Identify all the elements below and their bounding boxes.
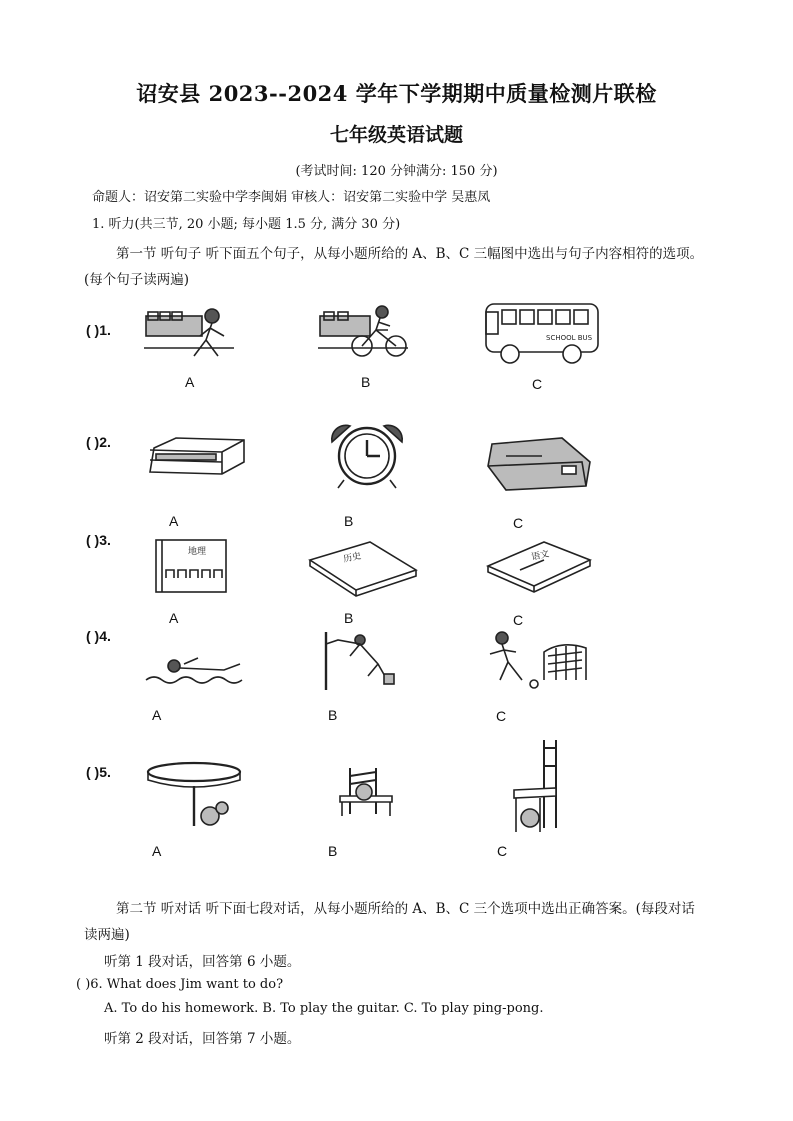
wallet-icon (482, 436, 594, 492)
part2-instruction: 第二节 听对话 听下面七段对话，从每小题所给的 A、B、C 三个选项中选出正确答案。(每段对话 (116, 901, 695, 917)
question-number: ( )5. (86, 764, 111, 780)
option-c-label: C (513, 612, 524, 628)
option-c-label: C (513, 515, 524, 531)
person-walking-icon (144, 300, 236, 362)
option-a-label: A (169, 513, 179, 529)
exam-title: 诏安县 2023--2024 学年下学期期中质量检测片联检 (136, 81, 657, 106)
option-c-label: C (496, 708, 507, 724)
option-c-label: C (497, 843, 508, 859)
question-6-options: A. To do his homework. B. To play the guitar. C. To play ping-pong. (104, 1001, 544, 1016)
option-a-label: A (152, 707, 162, 723)
climbing-icon (320, 630, 404, 692)
svg-text:历史: 历史 (342, 551, 363, 565)
dialogue-intro: 听第 1 段对话，回答第 6 小题。 (104, 954, 301, 970)
option-b-label: B (328, 707, 338, 723)
exam-info: (考试时间: 120 分钟满分: 150 分) (295, 164, 498, 179)
svg-text:SCHOOL BUS: SCHOOL BUS (546, 334, 593, 342)
geography-book-icon (154, 538, 230, 596)
cat-under-table-icon (144, 760, 246, 830)
section-heading: 1. 听力(共三节, 20 小题; 每小题 1.5 分, 满分 30 分) (92, 217, 401, 232)
option-a-label: A (152, 843, 162, 859)
exam-authors: 命题人：诏安第二实验中学李闽娟 审核人：诏安第二实验中学 吴惠凤 (92, 190, 491, 205)
svg-text:地理: 地理 (188, 547, 207, 557)
part2-instruction-cont: 读两遍) (84, 927, 130, 943)
dialogue-intro: 听第 2 段对话，回答第 7 小题。 (104, 1031, 301, 1047)
pencil-box-icon (146, 436, 246, 478)
cat-under-chair-icon (510, 738, 562, 834)
question-6-stem: ( )6. What does Jim want to do? (76, 977, 284, 992)
part1-instruction-cont: (每个句子读两遍) (84, 272, 190, 288)
option-b-label: B (361, 374, 371, 390)
chinese-book-icon (484, 540, 592, 592)
option-a-label: A (169, 610, 179, 626)
part1-instruction: 第一节 听句子 听下面五个句子，从每小题所给的 A、B、C 三幅图中选出与句子内容相符的选项。 (116, 246, 704, 262)
option-b-label: B (344, 610, 354, 626)
person-cycling-icon (318, 300, 410, 362)
alarm-clock-icon (322, 420, 412, 490)
question-number: ( )2. (86, 434, 111, 450)
school-bus-icon (480, 300, 604, 366)
svg-text:语文: 语文 (530, 549, 551, 563)
option-a-label: A (185, 374, 195, 390)
cat-on-chair-icon (336, 766, 396, 818)
option-b-label: B (328, 843, 338, 859)
option-c-label: C (532, 376, 543, 392)
question-number: ( )4. (86, 628, 111, 644)
soccer-icon (482, 630, 594, 692)
question-number: ( )1. (86, 322, 111, 338)
swimming-icon (144, 656, 244, 688)
exam-subtitle: 七年级英语试题 (329, 124, 463, 146)
question-number: ( )3. (86, 532, 111, 548)
history-book-icon (306, 540, 418, 592)
option-b-label: B (344, 513, 354, 529)
